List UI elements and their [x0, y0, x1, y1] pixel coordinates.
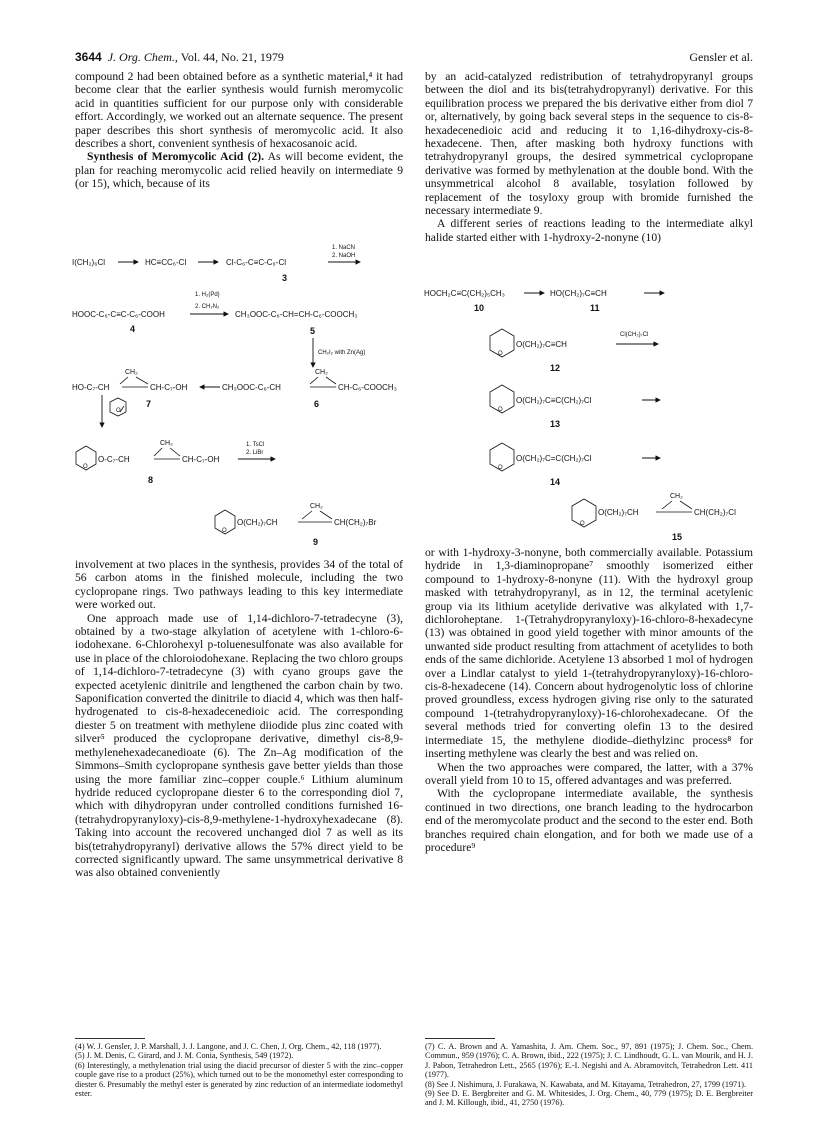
header-left [75, 50, 284, 65]
compound-formula-part: O(CH₂)₇C=C(CH₂)₇Cl [516, 454, 592, 463]
compound-formula-part: O-C₇-CH [98, 455, 130, 464]
condition-text: CH₂I₂ with Zn(Ag) [318, 350, 366, 356]
svg-text:O: O [580, 521, 585, 527]
svg-text:O: O [498, 351, 503, 357]
compound-number: 12 [550, 363, 561, 373]
svg-text:O: O [498, 407, 503, 413]
condition-text: 2. CH₂N₂ [195, 304, 220, 310]
compound-formula: HOCH₂C≡C(CH₂)₅CH₃ [424, 289, 505, 298]
scheme-right [420, 284, 760, 544]
paragraph: When the two approaches were compared, the latter, with a 37% overall yield from 10 to 15, offered advantages and was preferred. [425, 760, 753, 787]
reagent-text: I(CH₂)₆Cl [72, 258, 105, 267]
paragraph: A different series of reactions leading to the intermediate alkyl halide started either with 1-hydroxy-2-nonyne (10) [425, 217, 753, 244]
journal-name: J. Org. Chem., [107, 50, 178, 64]
paragraph: or with 1-hydroxy-3-nonyne, both commercially available. Potassium hydride in 1,3-diaminopropane⁷ smoothly isomerized either compound to 1-hydroxy-8-nonyne (11). With the hydroxyl group masked with tetrahydropyranyl, as in 12, the terminal acetylenic group via its lithium acetylide derivative was alkylated with 1,7-dichloroheptane. 1-(Tetrahydropyranyloxy)-16-chloro-8-hexadecyne (13) was obtained in good yield together with minor amounts of the unwanted side product resulting from attachment of acetylides to both ends of the same dichloride. Acetylene 13 absorbed 1 mol of hydrogen over a Lindlar catalyst to yield 1-(tetrahydropyranyloxy)-16-chloro-cis-8-hexadecene (14). Concern about hydrogenolytic loss of chlorine proved groundless, excess hydrogen giving rise only to the saturated compound 1-(tetrahydropyranyloxy)-16-chlorohexadecane. Of the several methods tried for converting olefin 13 to the desired intermediate 15, the methylene diodide–diethylzinc process⁸ for inserting methylene was clearly the best and was relied on. [425, 546, 753, 761]
compound-formula: Cl-C₆-C≡C-C₆-Cl [226, 258, 286, 267]
compound-number: 10 [474, 303, 485, 313]
compound-formula-part: O(CH₂)₇C≡CH [516, 340, 567, 349]
paragraph: With the cyclopropane intermediate available, the synthesis continued in two directions, one branch leading to the hydrocarbon end of the meromycolate product and the second to the ester end. Both branches required chain elongation, and for both we made use of a procedure⁹ [425, 787, 753, 854]
footnote: (9) See D. E. Bergbreiter and G. M. Whitesides, J. Org. Chem., 40, 779 (1975); D. E. Bergbreiter and J. M. Killough, ibid., 41, 2750 (1976). [425, 1089, 753, 1108]
footnote-rule [75, 1038, 145, 1039]
svg-text:O: O [498, 465, 503, 471]
paragraph: by an acid-catalyzed redistribution of tetrahydropyranyl groups between the diol and its bis(tetrahydropyranyl) derivative. For this equilibration process we prepared the bis derivative either from diol 7 or, alternatively, by going back several steps in the sequence to cis-8-hexadecenedioic acid and reducing it to 1,16-dihydroxy-cis-8-hexadecene. Then, after masking both hydroxy functions with tetrahydropyranyl groups, the desired symmetrical cyclopropane derivative was formed by methylenation at the double bond. With the unsymmetrical alcohol 8 available, tosylation followed by replacement of the tosyloxy group with bromide furnished the necessary intermediate 9. [425, 70, 753, 218]
ch2-label: CH₂ [160, 440, 173, 447]
compound-number: 15 [672, 532, 683, 542]
compound-number: 11 [590, 303, 600, 313]
compound-formula-part: CH₃OOC-C₆-CH [222, 383, 281, 392]
paragraph-text: As will become evident, the plan for reaching meromycolic acid relied heavily on intermediate 9 (or 15), which, because of its [75, 150, 403, 191]
condition-text: 2. NaOH [332, 253, 356, 259]
compound-formula-part: CH-C₆-COOCH₃ [338, 383, 397, 392]
footnote: (6) Interestingly, a methylenation trial using the diacid precursor of diester 5 with the zinc–copper couple gave rise to a product (25%), which turned out to be the monomethyl ester corresponding to diester 6. Presumably the methyl ester is generated by zinc reduction of an intermediate iodomethyl ester. [75, 1060, 403, 1099]
condition-text: 1. NaCN [332, 245, 356, 251]
paragraph: compound 2 had been obtained before as a synthetic material,⁴ it had become clear that the earlier synthesis would furnish meromycolic acid in quantities sufficient for our purpose only with considerable effort. Accordingly, we worked out an alternate sequence. The present paper describes this short synthesis of meromycolic acid. It also describes a short, convenient synthesis of hexacosanoic acid. [75, 70, 403, 151]
footnotes-right [425, 1042, 753, 1108]
compound-formula-part: O(CH₂)₇C≡C(CH₂)₇Cl [516, 396, 592, 405]
condition-text: 1. TsCl [246, 442, 265, 448]
footnote: (7) C. A. Brown and A. Yamashita, J. Am. Chem. Soc., 97, 891 (1975); J. Chem. Soc., Chem. Commun., 959 (1976); C. A. Brown, ibid., 222 (1975); J. C. Lindhoudt, G. L. van Mourik, and H. J. J. Pabon, Tetrahedron Lett., 2565 (1976); E.-I. Negishi and A. Abramovitch, Tetrahedron Lett. 411 (1977). [425, 1042, 753, 1080]
scheme-left [70, 232, 410, 552]
compound-number: 3 [282, 273, 288, 283]
right-column-top [425, 70, 753, 244]
volume-info: Vol. 44, No. 21, 1979 [180, 50, 284, 64]
compound-formula-part: O(CH₂)₇CH [598, 508, 639, 517]
compound-number: 8 [148, 475, 154, 485]
compound-number: 5 [310, 326, 316, 336]
compound-formula: CH₃OOC-C₆-CH=CH-C₆-COOCH₃ [235, 310, 358, 319]
condition-text: Cl(CH₂)₇Cl [620, 332, 649, 338]
compound-number: 4 [130, 324, 136, 334]
compound-formula: HOOC-C₆-C≡C-C₆-COOH [72, 310, 165, 319]
compound-formula-part: CH(CH₂)₇Br [334, 518, 377, 527]
ch2-label: CH₂ [310, 503, 323, 510]
compound-number: 6 [314, 399, 320, 409]
compound-formula-part: CH(CH₂)₇Cl [694, 508, 736, 517]
footnote: (4) W. J. Gensler, J. P. Marshall, J. J. Langone, and J. C. Chen, J. Org. Chem., 42, 118 (1977). [75, 1042, 382, 1051]
compound-formula-part: CH-C₇-OH [150, 383, 188, 392]
compound-number: 14 [550, 477, 561, 487]
paragraph: One approach made use of 1,14-dichloro-7-tetradecyne (3), obtained by a two-stage alkylation of acetylene with 1-chloro-6-iodohexane. 6-Chlorohexyl p-toluenesulfonate was also available for use in place of the chloroiodohexane. Replacing the two chloro groups of 1,14-dichloro-7-tetradecyne (3) with cyano groups gave the expected acetylenic dinitrile and lengthened the carbon chain by two. Saponification converted the dinitrile to diacid 4, which was then half-hydrogenated to cis-8-hexadecenedioic acid. The corresponding diester 5 on treatment with methylene diiodide plus zinc coated with silver⁵ produced the cyclopropane derivative, dimethyl cis-8,9-methylenehexadecanedioate (6). The Zn–Ag modification of the Simmons–Smith cyclopropane synthesis gave better yields than those using the more familiar zinc–copper couple.⁶ Lithium aluminum hydride reduced cyclopropane diester 6 to the corresponding diol 7, which with dihydropyran under controlled conditions furnished 16-(tetrahydropyranyloxy)-cis-8,9-methylene-1-hydroxyhexadecane (8). Taking into account the recovered unchanged diol 7 as well as its bis(tetrahydropyranyl) derivative allows the 57% direct yield to be corrected significantly upward. The same unsymmetrical derivative 8 was also obtained conveniently [75, 611, 403, 880]
compound-number: 7 [146, 399, 152, 409]
ch2-label: CH₂ [315, 369, 328, 376]
left-column-bottom [75, 558, 403, 880]
footnotes-left [75, 1042, 403, 1098]
running-header [75, 50, 753, 68]
page-number: 3644 [75, 50, 102, 64]
compound-formula: HO(CH₂)₇C≡CH [550, 289, 607, 298]
footnote: (5) J. M. Denis, C. Girard, and J. M. Conia, Synthesis, 549 (1972). [75, 1051, 294, 1061]
compound-formula-part: HO-C₇-CH [72, 383, 110, 392]
footnote-rule [425, 1038, 495, 1039]
right-column-bottom [425, 546, 753, 854]
condition-text: 2. LiBr [246, 450, 264, 456]
svg-text:O: O [116, 408, 121, 414]
ch2-label: CH₂ [670, 493, 683, 500]
reagent-text: HC≡CC₆-Cl [145, 258, 187, 267]
paragraph [75, 150, 403, 190]
compound-formula-part: O(CH₂)₇CH [237, 518, 278, 527]
ch2-label: CH₂ [125, 369, 138, 376]
compound-formula-part: CH-C₇-OH [182, 455, 220, 464]
header-authors: Gensler et al. [689, 50, 753, 64]
footnote: (8) See J. Nishimura, J. Furakawa, N. Kawabata, and M. Kitayama, Tetrahedron, 27, 1799 (1971). [425, 1079, 747, 1089]
left-column-top [75, 70, 403, 191]
paragraph: involvement at two places in the synthesis, provides 34 of the total of 56 carbon atoms in the finished molecule, including the two cyclopropane rings. Two pathways leading to this key intermediate were worked out. [75, 558, 403, 612]
condition-text: 1. H₂(Pd) [195, 292, 220, 298]
section-heading: Synthesis of Meromycolic Acid (2). [87, 150, 264, 164]
compound-number: 13 [550, 419, 561, 429]
compound-number: 9 [313, 537, 319, 547]
svg-text:O: O [222, 528, 227, 534]
svg-text:O: O [83, 464, 88, 470]
